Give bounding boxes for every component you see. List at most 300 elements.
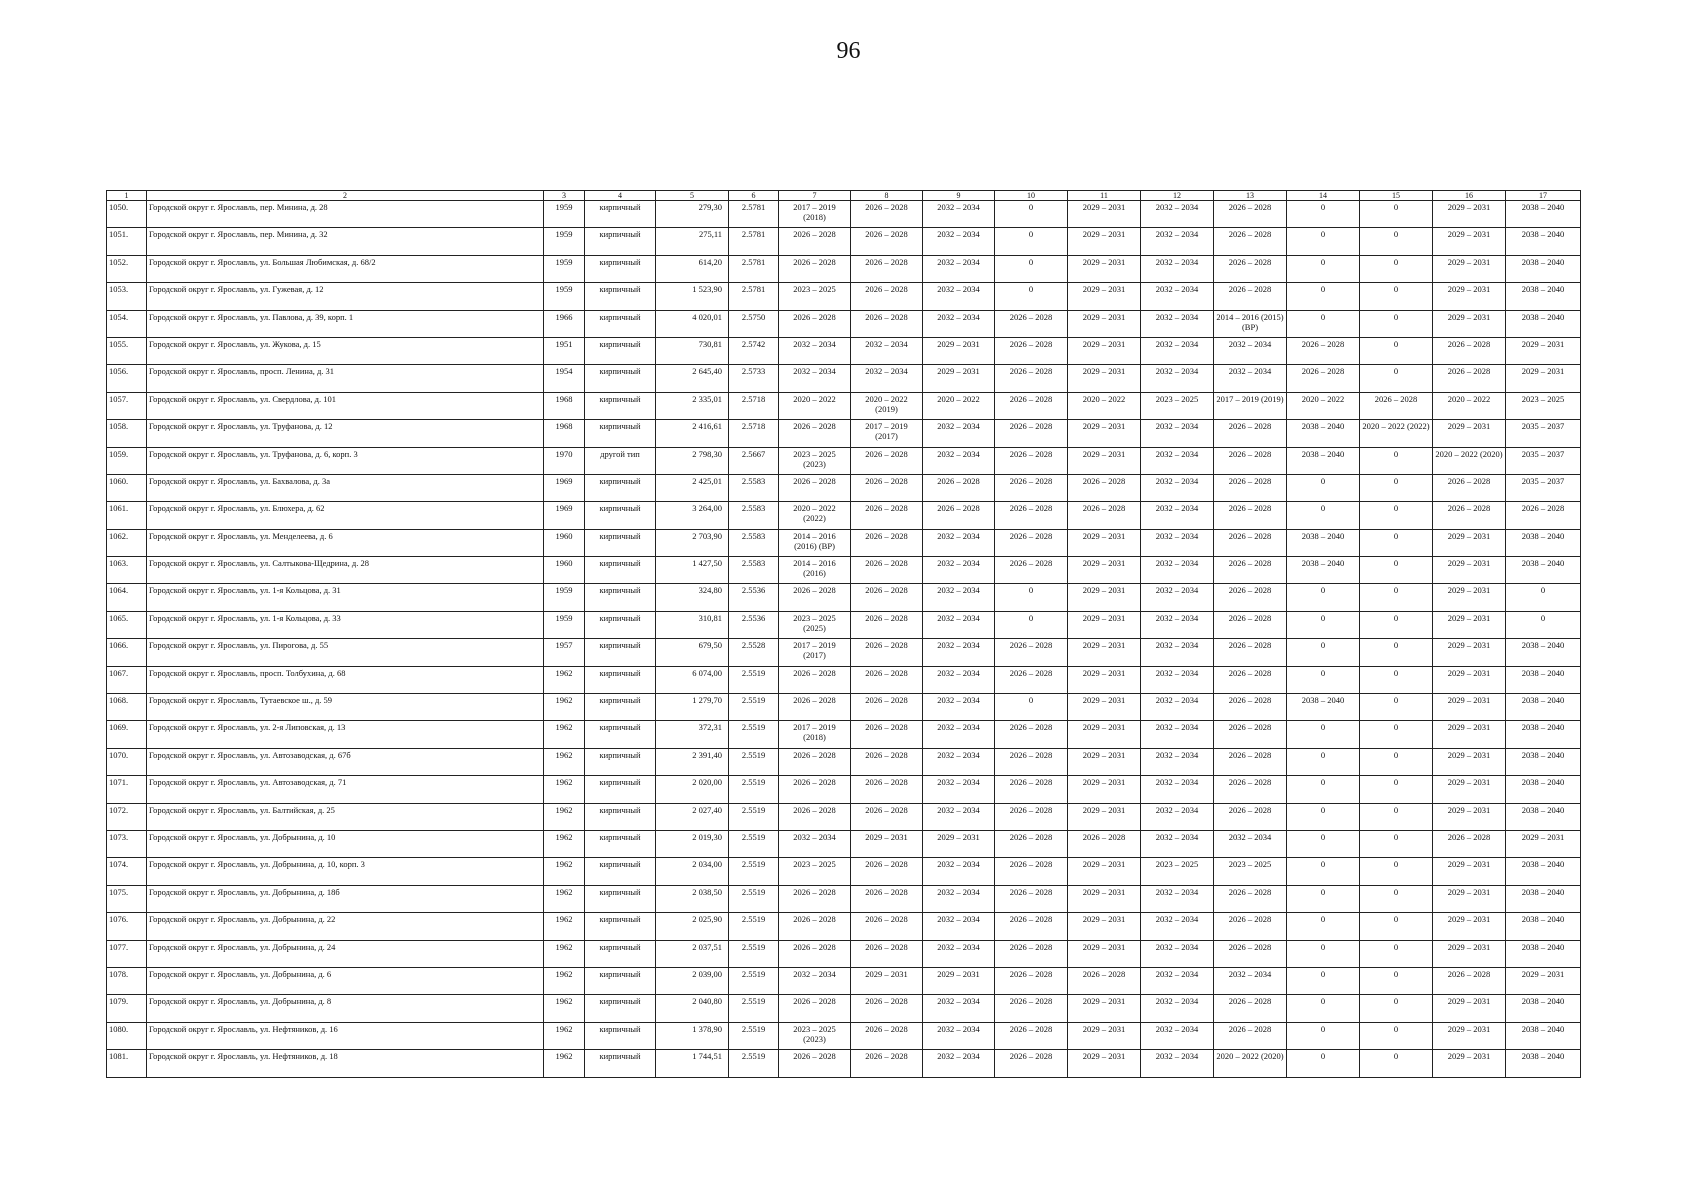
table-cell-col-17: 2038 – 2040 <box>1506 995 1581 1022</box>
table-cell-col-6: 2.5519 <box>729 858 779 885</box>
table-cell-col-11: 2029 – 2031 <box>1068 940 1141 967</box>
table-cell-col-12: 2032 – 2034 <box>1141 776 1214 803</box>
table-cell-col-16: 2026 – 2028 <box>1433 830 1506 857</box>
table-cell-col-10: 2026 – 2028 <box>995 337 1068 364</box>
table-cell-col-7: 2026 – 2028 <box>779 748 851 775</box>
table-cell-col-13: 2026 – 2028 <box>1214 420 1287 447</box>
table-cell-col-9: 2032 – 2034 <box>923 447 995 474</box>
table-cell-col-5: 2 039,00 <box>656 967 729 994</box>
table-cell-col-2: Городской округ г. Ярославль, ул. Добрынина, д. 10, корп. 3 <box>147 858 544 885</box>
table-cell-col-9: 2032 – 2034 <box>923 584 995 611</box>
table-cell-col-7: 2026 – 2028 <box>779 420 851 447</box>
table-cell-col-7: 2026 – 2028 <box>779 885 851 912</box>
table-cell-col-17: 2038 – 2040 <box>1506 885 1581 912</box>
table-cell-col-8: 2029 – 2031 <box>851 967 923 994</box>
table-cell-col-6: 2.5750 <box>729 310 779 337</box>
table-cell-col-11: 2029 – 2031 <box>1068 447 1141 474</box>
table-cell-col-4: кирпичный <box>585 639 656 666</box>
table-cell-col-14: 2026 – 2028 <box>1287 365 1360 392</box>
table-cell-col-11: 2029 – 2031 <box>1068 1022 1141 1049</box>
table-cell-col-8: 2017 – 2019 (2017) <box>851 420 923 447</box>
table-cell-col-3: 1962 <box>544 1050 585 1077</box>
table-cell-col-13: 2032 – 2034 <box>1214 967 1287 994</box>
table-cell-col-3: 1962 <box>544 885 585 912</box>
table-cell-col-1: 1068. <box>107 694 147 721</box>
table-cell-col-5: 2 034,00 <box>656 858 729 885</box>
table-cell-col-7: 2026 – 2028 <box>779 995 851 1022</box>
table-cell-col-10: 2026 – 2028 <box>995 474 1068 501</box>
table-cell-col-16: 2029 – 2031 <box>1433 420 1506 447</box>
table-cell-col-1: 1059. <box>107 447 147 474</box>
table-cell-col-13: 2026 – 2028 <box>1214 803 1287 830</box>
table-cell-col-9: 2029 – 2031 <box>923 365 995 392</box>
table-cell-col-12: 2032 – 2034 <box>1141 420 1214 447</box>
table-cell-col-1: 1056. <box>107 365 147 392</box>
table-cell-col-15: 0 <box>1360 529 1433 556</box>
table-cell-col-4: кирпичный <box>585 967 656 994</box>
table-cell-col-12: 2032 – 2034 <box>1141 584 1214 611</box>
table-cell-col-5: 614,20 <box>656 255 729 282</box>
table-cell-col-7: 2020 – 2022 <box>779 392 851 419</box>
table-cell-col-2: Городской округ г. Ярославль, ул. Жукова, д. 15 <box>147 337 544 364</box>
table-cell-col-15: 0 <box>1360 1050 1433 1077</box>
table-cell-col-15: 0 <box>1360 447 1433 474</box>
table-cell-col-6: 2.5733 <box>729 365 779 392</box>
table-cell-col-16: 2026 – 2028 <box>1433 502 1506 529</box>
table-cell-col-11: 2029 – 2031 <box>1068 995 1141 1022</box>
table-cell-col-12: 2032 – 2034 <box>1141 502 1214 529</box>
table-cell-col-1: 1069. <box>107 721 147 748</box>
table-cell-col-5: 4 020,01 <box>656 310 729 337</box>
table-cell-col-14: 0 <box>1287 940 1360 967</box>
table-cell-col-14: 0 <box>1287 474 1360 501</box>
table-cell-col-7: 2017 – 2019 (2018) <box>779 201 851 228</box>
table-cell-col-14: 0 <box>1287 1022 1360 1049</box>
table-cell-col-11: 2029 – 2031 <box>1068 228 1141 255</box>
table-cell-col-8: 2026 – 2028 <box>851 995 923 1022</box>
table-cell-col-17: 2029 – 2031 <box>1506 365 1581 392</box>
table-row <box>107 474 1581 501</box>
table-cell-col-2: Городской округ г. Ярославль, просп. Толбухина, д. 68 <box>147 666 544 693</box>
table-cell-col-6: 2.5583 <box>729 474 779 501</box>
table-cell-col-4: кирпичный <box>585 283 656 310</box>
table-cell-col-10: 0 <box>995 283 1068 310</box>
table-cell-col-14: 0 <box>1287 283 1360 310</box>
table-cell-col-15: 0 <box>1360 639 1433 666</box>
table-cell-col-7: 2026 – 2028 <box>779 803 851 830</box>
table-row <box>107 913 1581 940</box>
table-cell-col-5: 2 020,00 <box>656 776 729 803</box>
table-cell-col-17: 0 <box>1506 584 1581 611</box>
table-cell-col-4: кирпичный <box>585 995 656 1022</box>
column-header-4: 4 <box>585 191 656 201</box>
table-cell-col-7: 2026 – 2028 <box>779 666 851 693</box>
table-cell-col-9: 2032 – 2034 <box>923 283 995 310</box>
table-cell-col-10: 2026 – 2028 <box>995 967 1068 994</box>
table-cell-col-1: 1053. <box>107 283 147 310</box>
table-cell-col-1: 1074. <box>107 858 147 885</box>
table-cell-col-12: 2032 – 2034 <box>1141 283 1214 310</box>
table-cell-col-1: 1051. <box>107 228 147 255</box>
table-row <box>107 803 1581 830</box>
table-cell-col-8: 2026 – 2028 <box>851 529 923 556</box>
table-cell-col-10: 0 <box>995 584 1068 611</box>
table-cell-col-6: 2.5781 <box>729 255 779 282</box>
table-cell-col-7: 2026 – 2028 <box>779 228 851 255</box>
column-header-17: 17 <box>1506 191 1581 201</box>
table-cell-col-17: 2038 – 2040 <box>1506 228 1581 255</box>
table-cell-col-2: Городской округ г. Ярославль, ул. Павлова, д. 39, корп. 1 <box>147 310 544 337</box>
table-cell-col-5: 1 279,70 <box>656 694 729 721</box>
table-cell-col-3: 1968 <box>544 392 585 419</box>
table-cell-col-17: 2038 – 2040 <box>1506 529 1581 556</box>
table-cell-col-9: 2020 – 2022 <box>923 392 995 419</box>
table-cell-col-16: 2029 – 2031 <box>1433 201 1506 228</box>
table-cell-col-7: 2023 – 2025 <box>779 283 851 310</box>
table-cell-col-8: 2026 – 2028 <box>851 1022 923 1049</box>
table-cell-col-13: 2026 – 2028 <box>1214 666 1287 693</box>
table-row <box>107 995 1581 1022</box>
table-cell-col-17: 2038 – 2040 <box>1506 940 1581 967</box>
table-cell-col-17: 2038 – 2040 <box>1506 748 1581 775</box>
table-cell-col-12: 2032 – 2034 <box>1141 940 1214 967</box>
table-cell-col-8: 2026 – 2028 <box>851 310 923 337</box>
table-cell-col-2: Городской округ г. Ярославль, ул. Добрынина, д. 22 <box>147 913 544 940</box>
table-cell-col-15: 0 <box>1360 502 1433 529</box>
table-cell-col-2: Городской округ г. Ярославль, ул. Салтыкова-Щедрина, д. 28 <box>147 557 544 584</box>
table-cell-col-3: 1959 <box>544 283 585 310</box>
table-cell-col-4: кирпичный <box>585 611 656 638</box>
table-cell-col-1: 1066. <box>107 639 147 666</box>
table-row <box>107 228 1581 255</box>
table-cell-col-4: кирпичный <box>585 858 656 885</box>
table-cell-col-5: 1 427,50 <box>656 557 729 584</box>
housing-table-container <box>106 190 1580 1078</box>
table-cell-col-13: 2026 – 2028 <box>1214 283 1287 310</box>
table-cell-col-2: Городской округ г. Ярославль, ул. Нефтяников, д. 16 <box>147 1022 544 1049</box>
table-cell-col-15: 0 <box>1360 337 1433 364</box>
table-cell-col-9: 2032 – 2034 <box>923 776 995 803</box>
table-cell-col-15: 0 <box>1360 830 1433 857</box>
table-cell-col-1: 1057. <box>107 392 147 419</box>
table-cell-col-5: 279,30 <box>656 201 729 228</box>
table-cell-col-15: 0 <box>1360 995 1433 1022</box>
table-cell-col-4: кирпичный <box>585 310 656 337</box>
table-row <box>107 529 1581 556</box>
table-cell-col-4: кирпичный <box>585 694 656 721</box>
table-cell-col-7: 2023 – 2025 (2023) <box>779 1022 851 1049</box>
table-cell-col-7: 2026 – 2028 <box>779 255 851 282</box>
table-cell-col-15: 0 <box>1360 885 1433 912</box>
table-cell-col-6: 2.5667 <box>729 447 779 474</box>
table-row <box>107 858 1581 885</box>
table-cell-col-5: 2 019,30 <box>656 830 729 857</box>
table-cell-col-14: 0 <box>1287 201 1360 228</box>
table-cell-col-17: 2038 – 2040 <box>1506 803 1581 830</box>
table-row <box>107 885 1581 912</box>
table-cell-col-13: 2014 – 2016 (2015) (ВР) <box>1214 310 1287 337</box>
table-cell-col-10: 2026 – 2028 <box>995 666 1068 693</box>
table-cell-col-2: Городской округ г. Ярославль, ул. Добрынина, д. 18б <box>147 885 544 912</box>
table-cell-col-15: 0 <box>1360 557 1433 584</box>
table-row <box>107 392 1581 419</box>
table-row <box>107 420 1581 447</box>
table-cell-col-12: 2023 – 2025 <box>1141 858 1214 885</box>
table-cell-col-3: 1962 <box>544 913 585 940</box>
table-cell-col-12: 2032 – 2034 <box>1141 228 1214 255</box>
table-cell-col-8: 2020 – 2022 (2019) <box>851 392 923 419</box>
table-cell-col-12: 2032 – 2034 <box>1141 639 1214 666</box>
table-cell-col-12: 2032 – 2034 <box>1141 721 1214 748</box>
table-cell-col-1: 1077. <box>107 940 147 967</box>
table-cell-col-9: 2032 – 2034 <box>923 420 995 447</box>
table-cell-col-4: кирпичный <box>585 529 656 556</box>
table-cell-col-5: 6 074,00 <box>656 666 729 693</box>
table-cell-col-9: 2032 – 2034 <box>923 228 995 255</box>
table-cell-col-16: 2029 – 2031 <box>1433 885 1506 912</box>
column-header-15: 15 <box>1360 191 1433 201</box>
column-header-11: 11 <box>1068 191 1141 201</box>
table-cell-col-14: 2020 – 2022 <box>1287 392 1360 419</box>
table-cell-col-3: 1951 <box>544 337 585 364</box>
table-cell-col-16: 2029 – 2031 <box>1433 995 1506 1022</box>
table-cell-col-15: 0 <box>1360 940 1433 967</box>
table-cell-col-15: 0 <box>1360 228 1433 255</box>
table-cell-col-10: 2026 – 2028 <box>995 913 1068 940</box>
table-cell-col-8: 2026 – 2028 <box>851 858 923 885</box>
table-row <box>107 584 1581 611</box>
table-cell-col-17: 2038 – 2040 <box>1506 1022 1581 1049</box>
table-cell-col-12: 2032 – 2034 <box>1141 803 1214 830</box>
table-cell-col-9: 2032 – 2034 <box>923 694 995 721</box>
table-row <box>107 776 1581 803</box>
table-cell-col-14: 0 <box>1287 858 1360 885</box>
table-cell-col-2: Городской округ г. Ярославль, ул. Нефтяников, д. 18 <box>147 1050 544 1077</box>
table-cell-col-8: 2026 – 2028 <box>851 201 923 228</box>
table-cell-col-8: 2026 – 2028 <box>851 721 923 748</box>
table-cell-col-17: 2029 – 2031 <box>1506 337 1581 364</box>
table-cell-col-3: 1960 <box>544 557 585 584</box>
table-cell-col-15: 0 <box>1360 283 1433 310</box>
table-cell-col-3: 1960 <box>544 529 585 556</box>
table-cell-col-11: 2026 – 2028 <box>1068 967 1141 994</box>
table-cell-col-17: 2038 – 2040 <box>1506 201 1581 228</box>
table-cell-col-17: 0 <box>1506 611 1581 638</box>
table-cell-col-15: 0 <box>1360 310 1433 337</box>
table-cell-col-4: кирпичный <box>585 748 656 775</box>
table-cell-col-14: 2038 – 2040 <box>1287 420 1360 447</box>
table-cell-col-6: 2.5519 <box>729 885 779 912</box>
table-cell-col-11: 2029 – 2031 <box>1068 721 1141 748</box>
table-cell-col-5: 679,50 <box>656 639 729 666</box>
table-cell-col-14: 0 <box>1287 502 1360 529</box>
table-cell-col-4: кирпичный <box>585 803 656 830</box>
table-row <box>107 611 1581 638</box>
table-cell-col-13: 2026 – 2028 <box>1214 995 1287 1022</box>
table-cell-col-9: 2032 – 2034 <box>923 721 995 748</box>
table-cell-col-5: 2 425,01 <box>656 474 729 501</box>
table-cell-col-3: 1957 <box>544 639 585 666</box>
table-cell-col-9: 2026 – 2028 <box>923 474 995 501</box>
table-cell-col-14: 0 <box>1287 1050 1360 1077</box>
table-cell-col-3: 1959 <box>544 611 585 638</box>
table-cell-col-2: Городской округ г. Ярославль, ул. Блюхера, д. 62 <box>147 502 544 529</box>
table-cell-col-5: 2 027,40 <box>656 803 729 830</box>
table-cell-col-7: 2026 – 2028 <box>779 776 851 803</box>
table-cell-col-6: 2.5528 <box>729 639 779 666</box>
table-cell-col-5: 310,81 <box>656 611 729 638</box>
table-cell-col-13: 2026 – 2028 <box>1214 721 1287 748</box>
table-cell-col-4: кирпичный <box>585 721 656 748</box>
table-cell-col-10: 2026 – 2028 <box>995 858 1068 885</box>
table-row <box>107 365 1581 392</box>
table-cell-col-14: 0 <box>1287 310 1360 337</box>
table-cell-col-11: 2029 – 2031 <box>1068 283 1141 310</box>
column-header-2: 2 <box>147 191 544 201</box>
table-cell-col-6: 2.5583 <box>729 529 779 556</box>
table-cell-col-2: Городской округ г. Ярославль, ул. Большая Любимская, д. 68/2 <box>147 255 544 282</box>
table-cell-col-7: 2026 – 2028 <box>779 474 851 501</box>
table-cell-col-12: 2032 – 2034 <box>1141 255 1214 282</box>
table-cell-col-5: 2 703,90 <box>656 529 729 556</box>
housing-repair-schedule-table <box>106 190 1581 1078</box>
table-cell-col-15: 0 <box>1360 201 1433 228</box>
table-cell-col-9: 2029 – 2031 <box>923 337 995 364</box>
table-cell-col-10: 2026 – 2028 <box>995 940 1068 967</box>
table-cell-col-6: 2.5519 <box>729 1022 779 1049</box>
table-cell-col-2: Городской округ г. Ярославль, ул. Добрынина, д. 24 <box>147 940 544 967</box>
table-cell-col-7: 2017 – 2019 (2018) <box>779 721 851 748</box>
table-cell-col-14: 0 <box>1287 885 1360 912</box>
table-cell-col-6: 2.5519 <box>729 967 779 994</box>
table-cell-col-16: 2029 – 2031 <box>1433 803 1506 830</box>
table-cell-col-10: 2026 – 2028 <box>995 748 1068 775</box>
table-cell-col-12: 2032 – 2034 <box>1141 474 1214 501</box>
table-cell-col-10: 2026 – 2028 <box>995 995 1068 1022</box>
table-cell-col-13: 2020 – 2022 (2020) <box>1214 1050 1287 1077</box>
table-cell-col-16: 2029 – 2031 <box>1433 1022 1506 1049</box>
table-cell-col-9: 2032 – 2034 <box>923 1050 995 1077</box>
table-cell-col-11: 2029 – 2031 <box>1068 913 1141 940</box>
table-cell-col-7: 2017 – 2019 (2017) <box>779 639 851 666</box>
table-cell-col-17: 2029 – 2031 <box>1506 967 1581 994</box>
table-cell-col-8: 2026 – 2028 <box>851 1050 923 1077</box>
table-cell-col-10: 0 <box>995 201 1068 228</box>
table-cell-col-9: 2032 – 2034 <box>923 885 995 912</box>
table-cell-col-16: 2029 – 2031 <box>1433 940 1506 967</box>
table-cell-col-4: кирпичный <box>585 584 656 611</box>
table-cell-col-13: 2026 – 2028 <box>1214 529 1287 556</box>
table-cell-col-12: 2032 – 2034 <box>1141 611 1214 638</box>
table-cell-col-16: 2026 – 2028 <box>1433 967 1506 994</box>
table-cell-col-15: 2026 – 2028 <box>1360 392 1433 419</box>
table-cell-col-5: 3 264,00 <box>656 502 729 529</box>
table-cell-col-10: 2026 – 2028 <box>995 420 1068 447</box>
table-cell-col-14: 2038 – 2040 <box>1287 694 1360 721</box>
table-cell-col-9: 2032 – 2034 <box>923 255 995 282</box>
table-cell-col-16: 2029 – 2031 <box>1433 310 1506 337</box>
table-cell-col-8: 2026 – 2028 <box>851 639 923 666</box>
column-header-14: 14 <box>1287 191 1360 201</box>
table-cell-col-8: 2026 – 2028 <box>851 611 923 638</box>
table-cell-col-12: 2032 – 2034 <box>1141 365 1214 392</box>
table-cell-col-1: 1062. <box>107 529 147 556</box>
table-cell-col-5: 2 038,50 <box>656 885 729 912</box>
table-cell-col-5: 2 645,40 <box>656 365 729 392</box>
table-cell-col-16: 2029 – 2031 <box>1433 666 1506 693</box>
table-cell-col-5: 275,11 <box>656 228 729 255</box>
table-cell-col-9: 2032 – 2034 <box>923 858 995 885</box>
table-cell-col-17: 2038 – 2040 <box>1506 721 1581 748</box>
table-cell-col-7: 2026 – 2028 <box>779 694 851 721</box>
table-cell-col-5: 2 391,40 <box>656 748 729 775</box>
table-cell-col-3: 1962 <box>544 967 585 994</box>
column-header-12: 12 <box>1141 191 1214 201</box>
column-header-3: 3 <box>544 191 585 201</box>
table-cell-col-10: 2026 – 2028 <box>995 721 1068 748</box>
table-cell-col-11: 2029 – 2031 <box>1068 255 1141 282</box>
table-cell-col-13: 2026 – 2028 <box>1214 447 1287 474</box>
table-cell-col-14: 0 <box>1287 611 1360 638</box>
table-cell-col-10: 2026 – 2028 <box>995 1022 1068 1049</box>
table-cell-col-4: кирпичный <box>585 337 656 364</box>
table-cell-col-4: кирпичный <box>585 201 656 228</box>
table-cell-col-17: 2038 – 2040 <box>1506 666 1581 693</box>
table-row <box>107 830 1581 857</box>
table-cell-col-4: кирпичный <box>585 474 656 501</box>
table-cell-col-14: 0 <box>1287 748 1360 775</box>
table-cell-col-14: 2038 – 2040 <box>1287 447 1360 474</box>
table-cell-col-1: 1050. <box>107 201 147 228</box>
table-cell-col-3: 1959 <box>544 228 585 255</box>
table-cell-col-11: 2029 – 2031 <box>1068 420 1141 447</box>
table-cell-col-8: 2032 – 2034 <box>851 337 923 364</box>
table-cell-col-14: 0 <box>1287 584 1360 611</box>
table-cell-col-4: кирпичный <box>585 913 656 940</box>
table-cell-col-2: Городской округ г. Ярославль, ул. Менделеева, д. 6 <box>147 529 544 556</box>
table-cell-col-6: 2.5519 <box>729 721 779 748</box>
table-cell-col-13: 2026 – 2028 <box>1214 557 1287 584</box>
table-cell-col-9: 2032 – 2034 <box>923 639 995 666</box>
table-cell-col-14: 0 <box>1287 255 1360 282</box>
table-cell-col-7: 2023 – 2025 (2025) <box>779 611 851 638</box>
table-cell-col-8: 2026 – 2028 <box>851 913 923 940</box>
table-cell-col-8: 2026 – 2028 <box>851 748 923 775</box>
table-cell-col-12: 2032 – 2034 <box>1141 201 1214 228</box>
table-cell-col-7: 2014 – 2016 (2016) <box>779 557 851 584</box>
table-cell-col-7: 2014 – 2016 (2016) (ВР) <box>779 529 851 556</box>
table-cell-col-7: 2032 – 2034 <box>779 337 851 364</box>
table-cell-col-11: 2029 – 2031 <box>1068 557 1141 584</box>
table-cell-col-10: 2026 – 2028 <box>995 557 1068 584</box>
table-cell-col-11: 2029 – 2031 <box>1068 858 1141 885</box>
table-cell-col-16: 2029 – 2031 <box>1433 748 1506 775</box>
table-cell-col-4: кирпичный <box>585 557 656 584</box>
table-cell-col-6: 2.5519 <box>729 940 779 967</box>
table-cell-col-10: 0 <box>995 255 1068 282</box>
table-cell-col-5: 2 025,90 <box>656 913 729 940</box>
table-cell-col-17: 2038 – 2040 <box>1506 858 1581 885</box>
table-cell-col-17: 2035 – 2037 <box>1506 447 1581 474</box>
table-cell-col-5: 1 378,90 <box>656 1022 729 1049</box>
table-cell-col-6: 2.5519 <box>729 776 779 803</box>
table-cell-col-3: 1962 <box>544 748 585 775</box>
table-cell-col-17: 2029 – 2031 <box>1506 830 1581 857</box>
table-cell-col-8: 2026 – 2028 <box>851 255 923 282</box>
table-cell-col-3: 1962 <box>544 1022 585 1049</box>
table-cell-col-9: 2032 – 2034 <box>923 529 995 556</box>
table-cell-col-3: 1962 <box>544 721 585 748</box>
